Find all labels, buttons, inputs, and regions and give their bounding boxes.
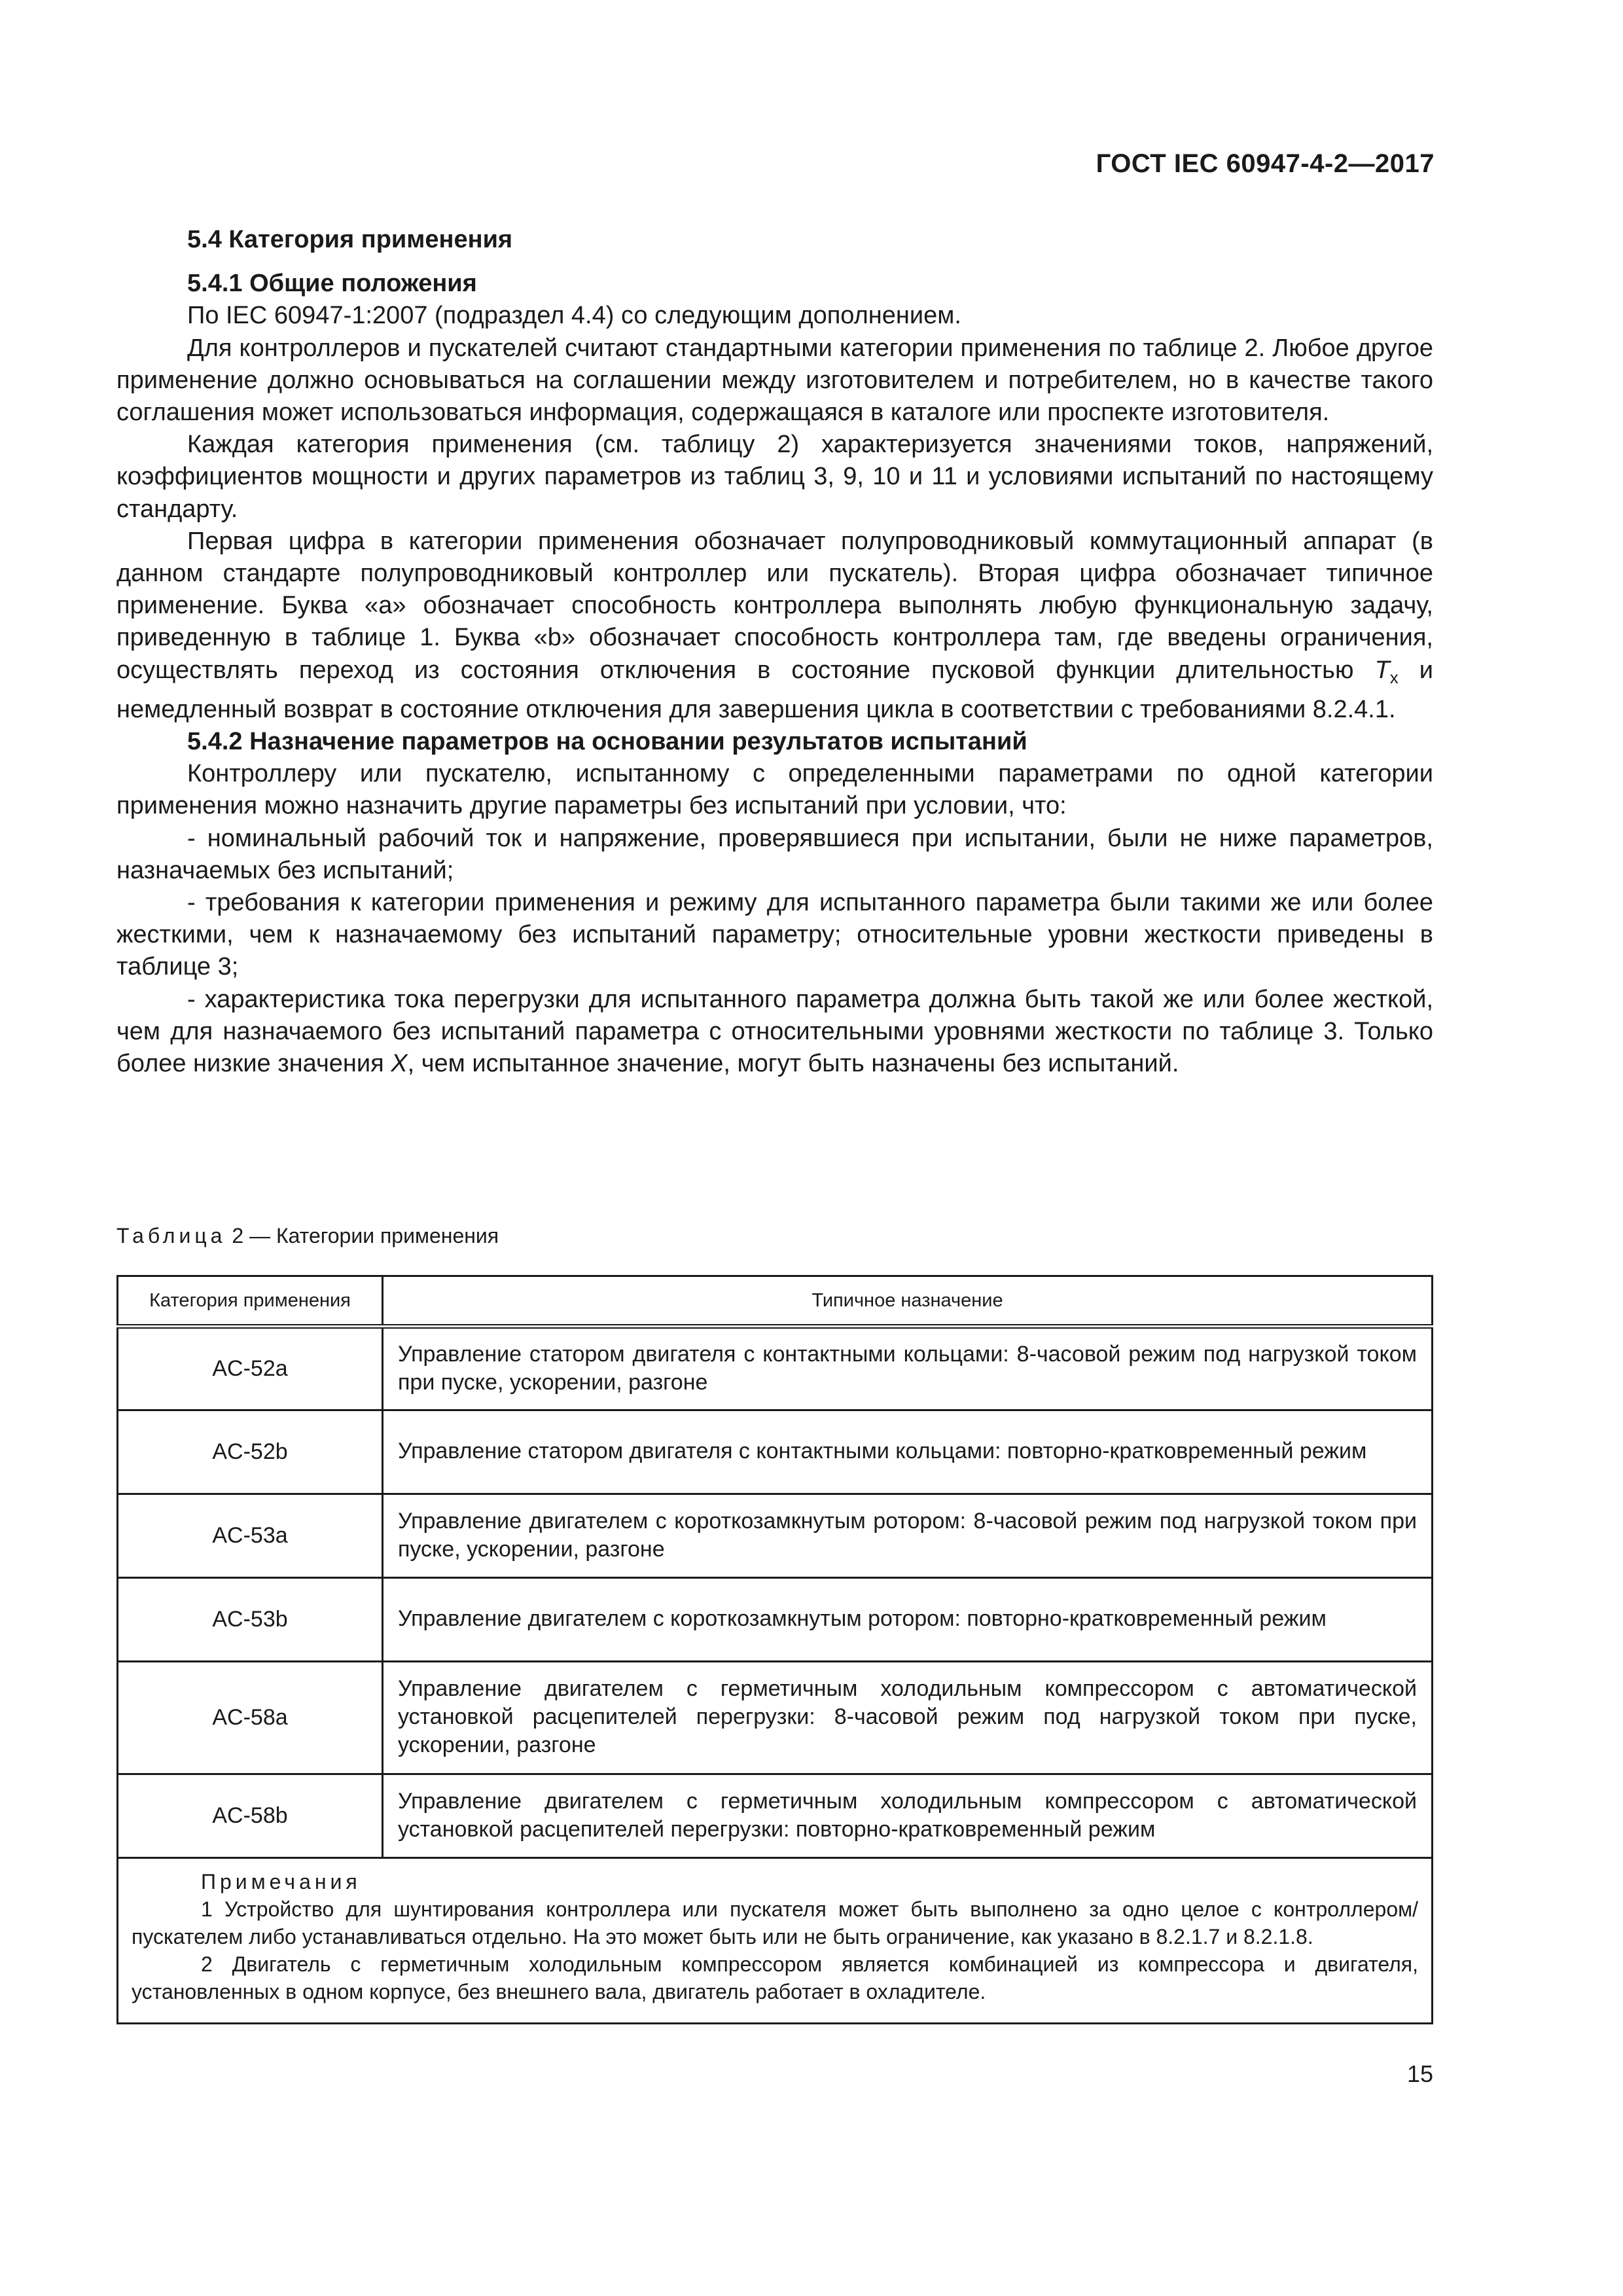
- table-row: [118, 1774, 1433, 1858]
- section-heading-5-4: 5.4 Категория применения: [187, 226, 513, 253]
- column-header-purpose: Типичное назначение: [383, 1276, 1433, 1327]
- section-body: [116, 224, 1433, 1080]
- category-description: Управление двигателем с короткозамкнутым ротором: 8-часовой режим под нагрузкой током при пуске, ускорении, разгоне: [383, 1494, 1433, 1578]
- list-item: [116, 984, 1433, 1081]
- table-header-row: [118, 1276, 1433, 1327]
- standard-designation: ГОСТ IEC 60947-4-2—2017: [1096, 149, 1435, 178]
- symbol-subscript: x: [1389, 667, 1399, 687]
- category-code: AC-52a: [118, 1327, 383, 1410]
- table-row: [118, 1327, 1433, 1410]
- category-description: Управление двигателем с короткозамкнутым ротором: повторно-кратковременный режим: [383, 1578, 1433, 1662]
- paragraph: Контроллеру или пускателю, испытанному с определенными параметрами по одной категории применения можно назначить другие параметры без испытаний при условии, что:: [116, 760, 1433, 820]
- table-caption: [116, 1224, 499, 1248]
- category-code: AC-58a: [118, 1662, 383, 1774]
- table-notes: [118, 1858, 1433, 2024]
- note-1: 1 Устройство для шунтирования контроллера или пускателя может быть выполнено за одно целое с контроллером/пускателем либо устанавливаться отдельно. На это может быть или не быть ограничение, как указано в 8.2.1.7 и 8.2.1.8.: [132, 1897, 1418, 1948]
- category-code: AC-53b: [118, 1578, 383, 1662]
- category-code: AC-58b: [118, 1774, 383, 1858]
- notes-title: Примечания: [201, 1870, 361, 1893]
- column-header-category: Категория применения: [118, 1276, 383, 1327]
- table-row: [118, 1410, 1433, 1494]
- subsection-heading-5-4-2: 5.4.2 Назначение параметров на основании результатов испытаний: [187, 728, 1027, 756]
- symbol-t: T: [1374, 656, 1390, 684]
- paragraph-text: и немедленный возврат в состояние отключения для завершения цикла в соответствии с требованиями 8.2.4.1.: [116, 656, 1433, 723]
- subsection-heading-5-4-1: 5.4.1 Общие положения: [187, 270, 477, 298]
- category-description: Управление статором двигателя с контактными кольцами: 8-часовой режим под нагрузкой током при пуске, ускорении, разгоне: [383, 1327, 1433, 1410]
- category-code: AC-52b: [118, 1410, 383, 1494]
- table-caption-label: Таблица: [116, 1224, 226, 1247]
- table-row: [118, 1494, 1433, 1578]
- symbol-x: X: [391, 1050, 408, 1078]
- paragraph: Каждая категория применения (см. таблицу 2) характеризуется значениями токов, напряжений, коэффициентов мощности и других параметров из таблиц 3, 9, 10 и 11 и условиями испытаний по настоящему стандарту.: [116, 431, 1433, 523]
- paragraph-text: Первая цифра в категории применения обозначает полупроводниковый коммутационный аппарат (в данном стандарте полупроводниковый контроллер или пускатель). Вторая цифра обозначает типичное применение. Буква «а» обозначает способность контроллера выполнять любую функциональную задачу, приведенную в таблице 1. Буква «b» обозначает способность контроллера там, где введены ограничения, осуществлять переход из состояния отключения в состояние пусковой функции длительностью: [116, 527, 1433, 684]
- application-categories-table: [116, 1275, 1433, 2024]
- category-description: Управление двигателем с герметичным холодильным компрессором с автоматической установкой расцепителей перегрузки: повторно-кратковременный режим: [383, 1774, 1433, 1858]
- list-item: - номинальный рабочий ток и напряжение, проверявшиеся при испытании, были не ниже параметров, назначаемых без испытаний;: [116, 824, 1433, 884]
- paragraph: Для контроллеров и пускателей считают стандартными категории применения по таблице 2. Любое другое применение должно основываться на соглашении между изготовителем и потребителем, но в качестве такого соглашения может использоваться информация, содержащаяся в каталоге или проспекте изготовителя.: [116, 334, 1433, 427]
- list-item: - требования к категории применения и режиму для испытанного параметра были такими же или более жесткими, чем к назначаемому без испытаний параметру; относительные уровни жесткости приведены в таблице 3;: [116, 889, 1433, 981]
- paragraph-text: - характеристика тока перегрузки для испытанного параметра должна быть такой же или более жесткой, чем для назначаемого без испытаний параметра с относительными уровнями жесткости по таблице 3. Только более низкие значения: [116, 985, 1433, 1078]
- table-notes-row: [118, 1858, 1433, 2024]
- page-number: 15: [1406, 2060, 1433, 2087]
- paragraph: [116, 526, 1433, 726]
- table-row: [118, 1578, 1433, 1662]
- category-description: Управление двигателем с герметичным холодильным компрессором с автоматической установкой расцепителей перегрузки: 8-часовой режим под нагрузкой током при пуске, ускорении, разгоне: [383, 1662, 1433, 1774]
- paragraph-text: , чем испытанное значение, могут быть назначены без испытаний.: [407, 1050, 1179, 1078]
- category-code: AC-53a: [118, 1494, 383, 1578]
- paragraph: По IEC 60947-1:2007 (подраздел 4.4) со следующим дополнением.: [187, 302, 961, 330]
- note-2: 2 Двигатель с герметичным холодильным компрессором является комбинацией из компрессора и двигателя, установленных в одном корпусе, без внешнего вала, двигатель работает в охладителе.: [132, 1952, 1418, 2003]
- table-row: [118, 1662, 1433, 1774]
- category-description: Управление статором двигателя с контактными кольцами: повторно-кратковременный режим: [383, 1410, 1433, 1494]
- table-caption-text: 2 — Категории применения: [226, 1224, 499, 1247]
